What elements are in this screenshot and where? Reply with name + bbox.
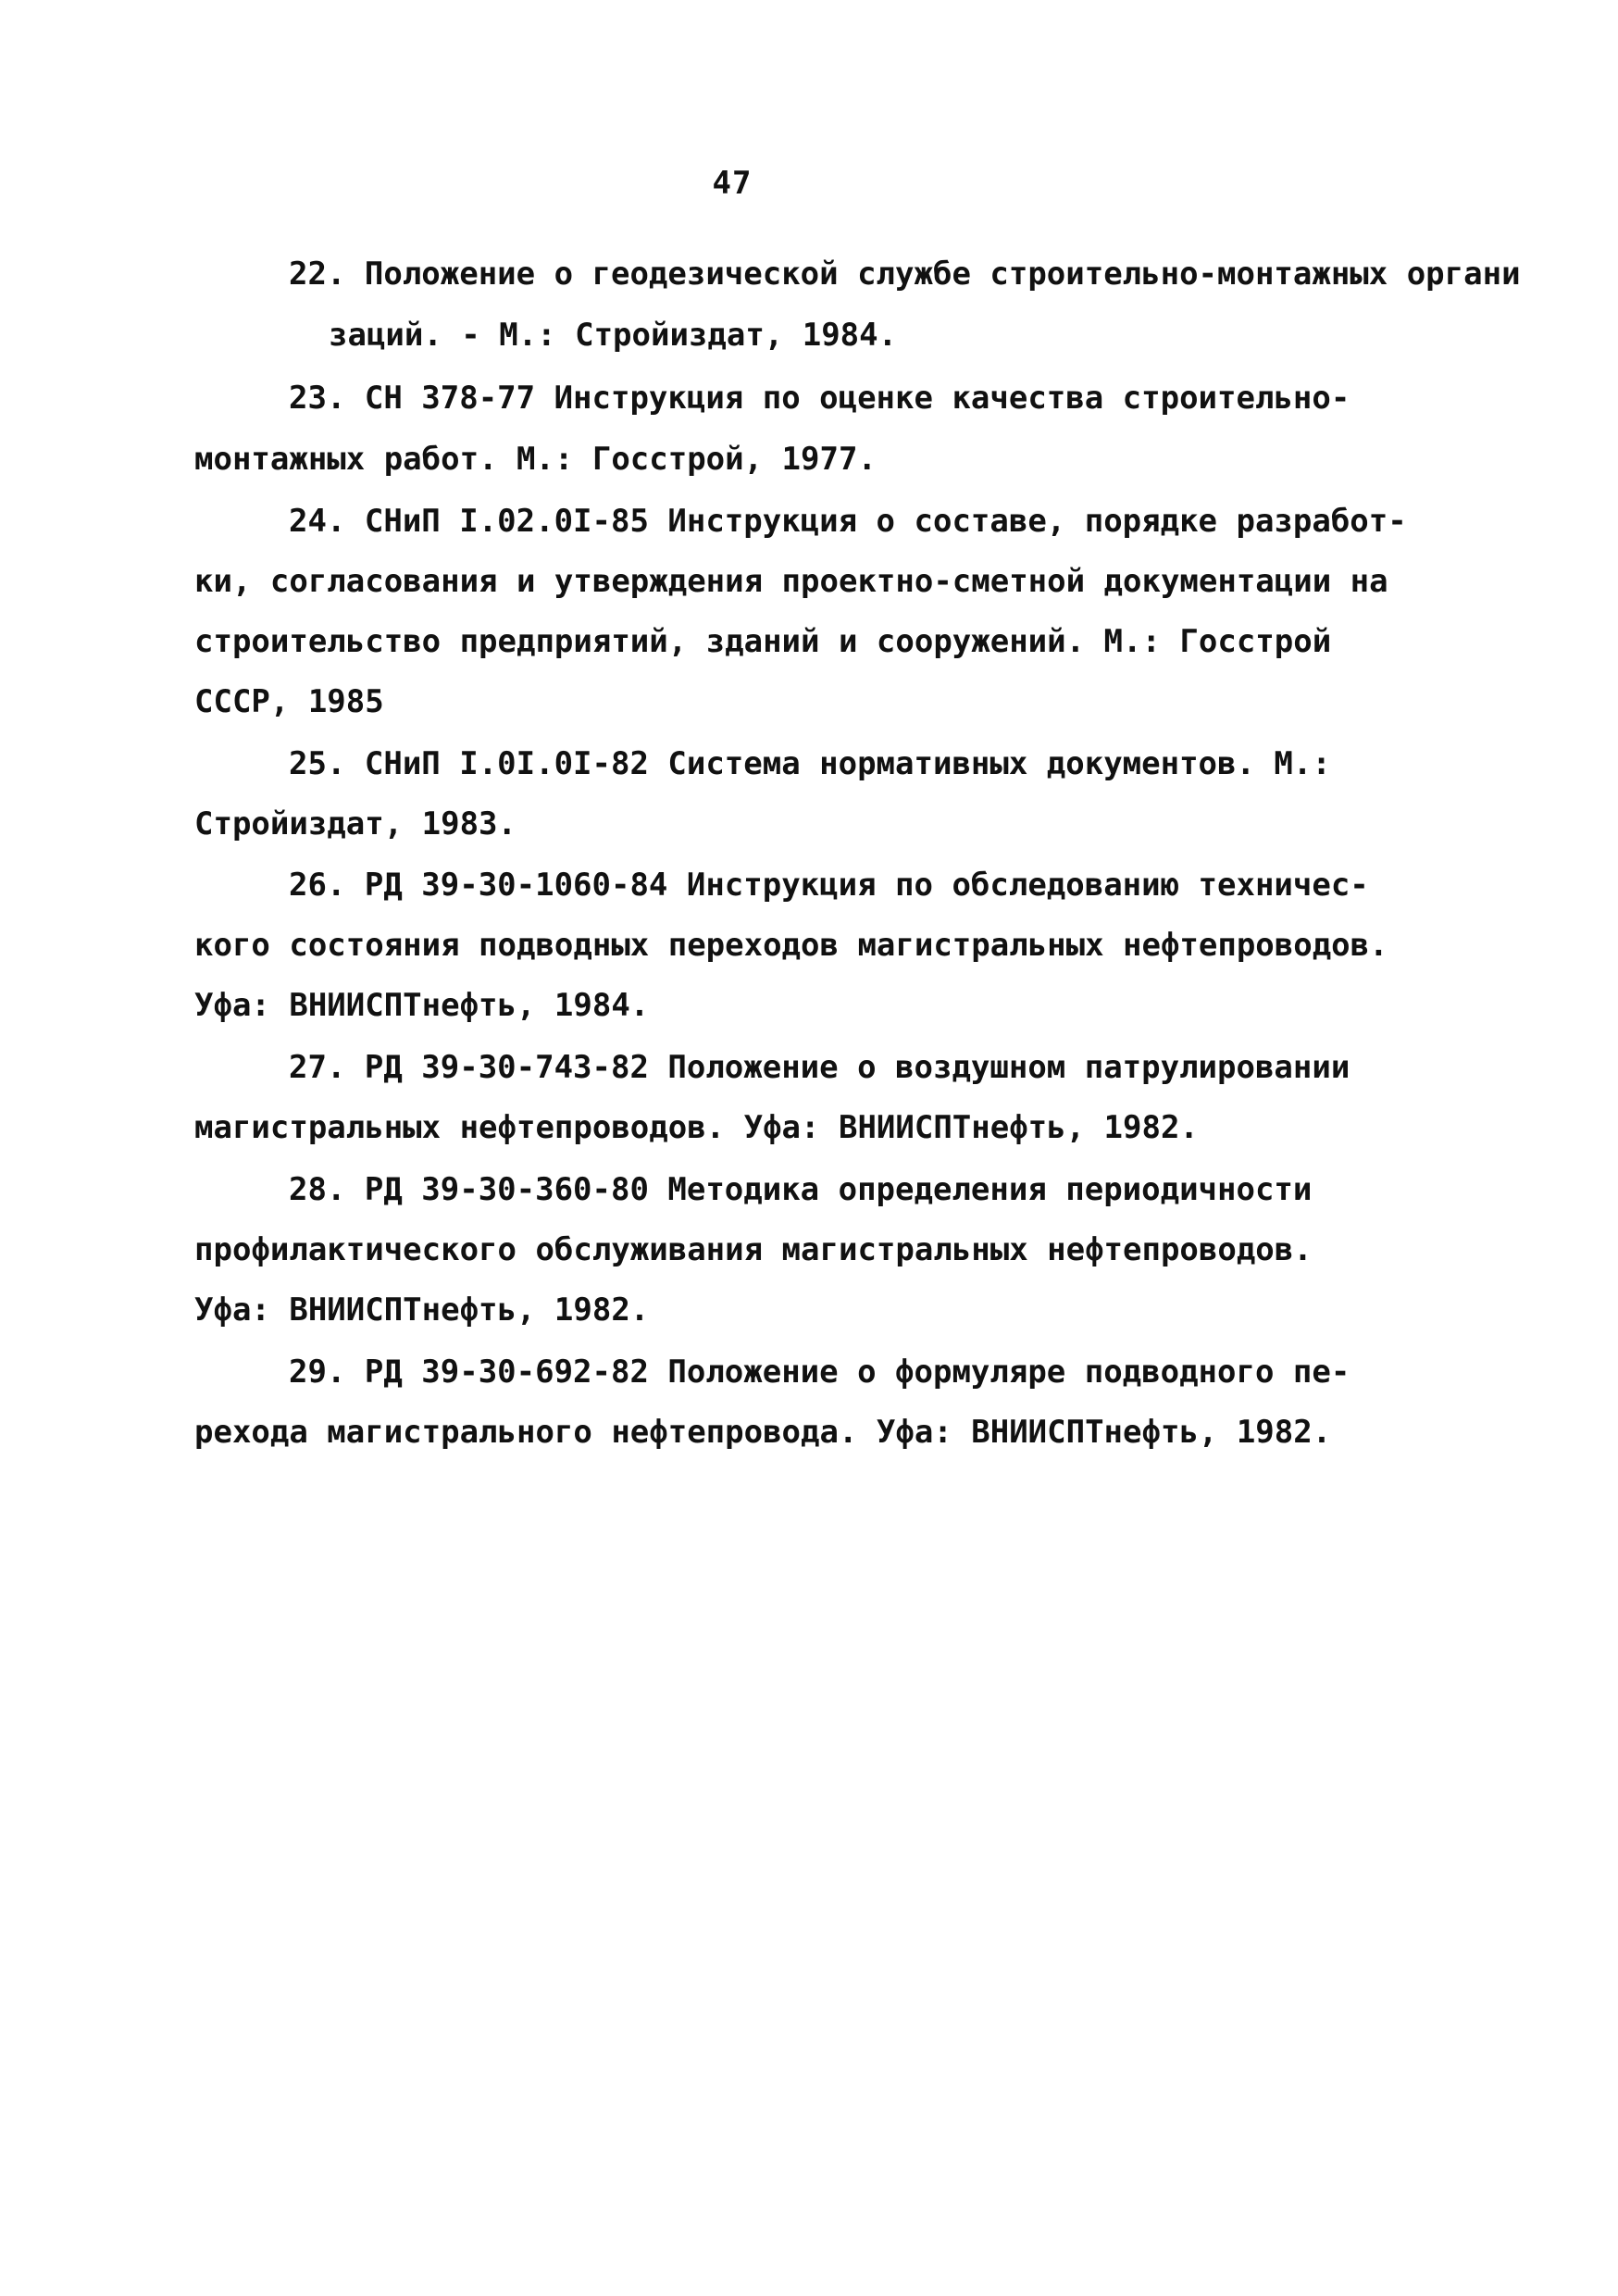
page-number: 47 — [712, 165, 753, 202]
reference-line: 22. Положение о геодезической службе строительно-монтажных органи — [289, 256, 1521, 293]
reference-line: 25. СНиП I.0I.0I-82 Система нормативных документов. М.: — [289, 745, 1331, 782]
reference-line: магистральных нефтепроводов. Уфа: ВНИИСПТнефть, 1982. — [194, 1109, 1199, 1146]
reference-line: монтажных работ. М.: Госстрой, 1977. — [194, 441, 877, 478]
reference-line: ки, согласования и утверждения проектно-сметной документации на — [194, 563, 1388, 600]
reference-line: 27. РД 39-30-743-82 Положение о воздушном патрулировании — [289, 1049, 1350, 1086]
reference-line: 23. СН 378-77 Инструкция по оценке качества строительно- — [289, 380, 1350, 417]
reference-line: Стройиздат, 1983. — [194, 805, 517, 842]
reference-line: 24. СНиП I.02.0I-85 Инструкция о составе, порядке разработ- — [289, 503, 1407, 540]
reference-line: рехода магистрального нефтепровода. Уфа: ВНИИСПТнефть, 1982. — [194, 1414, 1332, 1451]
reference-line: СССР, 1985 — [194, 683, 384, 720]
reference-line: профилактического обслуживания магистральных нефтепроводов. — [194, 1231, 1313, 1268]
reference-line: кого состояния подводных переходов магистральных нефтепроводов. — [194, 927, 1388, 964]
reference-line: заций. - М.: Стройиздат, 1984. — [329, 317, 898, 354]
reference-line: 29. РД 39-30-692-82 Положение о формуляре подводного пе- — [289, 1354, 1350, 1391]
reference-line: Уфа: ВНИИСПТнефть, 1984. — [194, 987, 650, 1024]
reference-line: 28. РД 39-30-360-80 Методика определения периодичности — [289, 1171, 1313, 1208]
reference-line: 26. РД 39-30-1060-84 Инструкция по обследованию техничес- — [289, 867, 1369, 904]
reference-line: Уфа: ВНИИСПТнефть, 1982. — [194, 1292, 650, 1329]
reference-line: строительство предприятий, зданий и сооружений. М.: Госстрой — [194, 623, 1332, 660]
